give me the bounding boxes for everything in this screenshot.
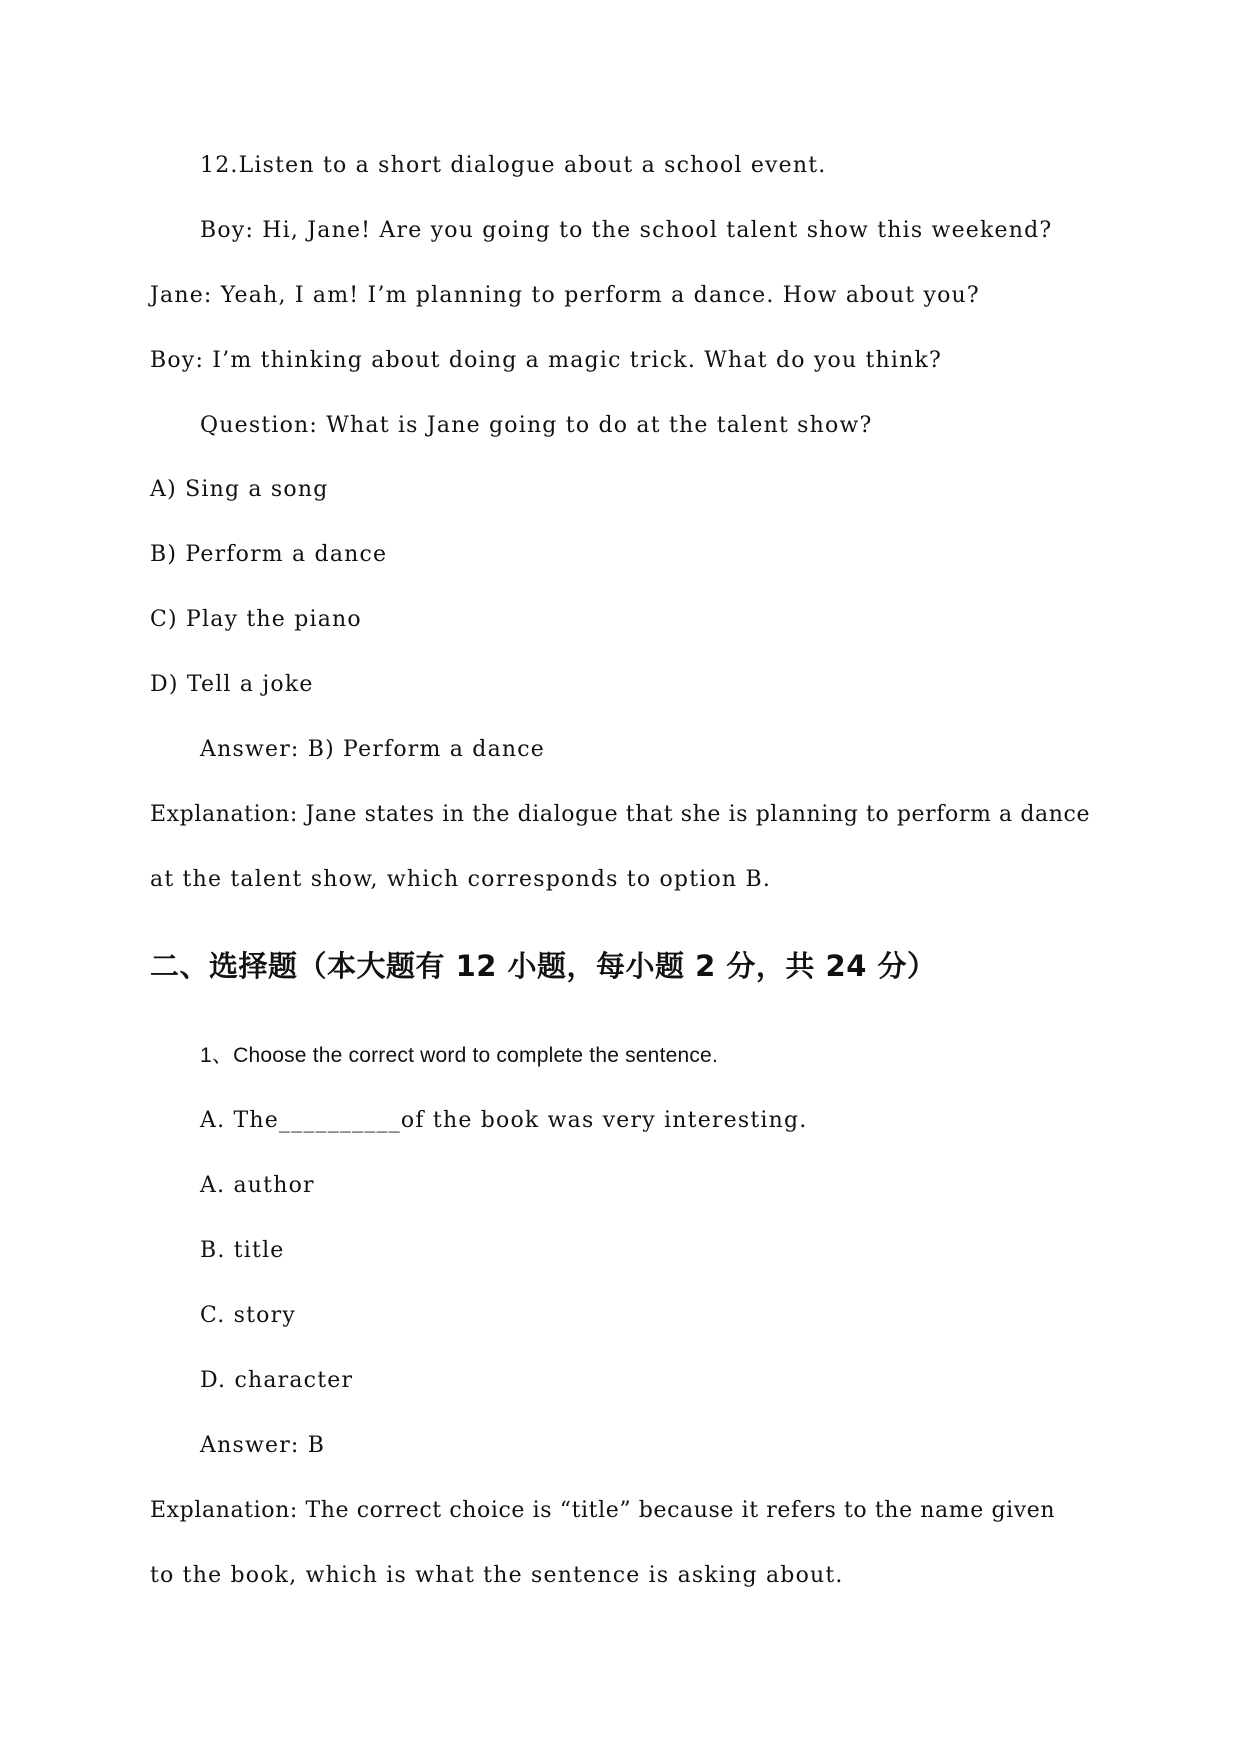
- option-a: A) Sing a song: [150, 477, 329, 502]
- option-c: C) Play the piano: [150, 607, 362, 632]
- dialogue-line-1: Boy: Hi, Jane! Are you going to the school talent show this weekend?: [200, 218, 1053, 243]
- question-1-prompt: 1、Choose the correct word to complete the sentence.: [200, 1044, 718, 1067]
- question-12-question: Question: What is Jane going to do at the talent show?: [200, 413, 873, 438]
- question-1-sentence: A. The__________of the book was very interesting.: [200, 1108, 808, 1133]
- dialogue-line-2: Jane: Yeah, I am! I’m planning to perform a dance. How about you?: [150, 283, 980, 308]
- section-2-heading: 二、选择题（本大题有 12 小题，每小题 2 分，共 24 分）: [150, 949, 937, 983]
- question-1-answer: Answer: B: [200, 1433, 326, 1458]
- option-d: D) Tell a joke: [150, 672, 314, 697]
- question-1-option-b: B. title: [200, 1238, 285, 1263]
- question-12-answer: Answer: B) Perform a dance: [200, 737, 545, 762]
- question-1-explanation-line-2: to the book, which is what the sentence is asking about.: [150, 1563, 844, 1588]
- question-12-explanation-line-2: at the talent show, which corresponds to option B.: [150, 867, 772, 892]
- question-12-explanation-line-1: Explanation: Jane states in the dialogue that she is planning to perform a dance: [150, 802, 1091, 827]
- dialogue-line-3: Boy: I’m thinking about doing a magic trick. What do you think?: [150, 348, 943, 373]
- question-12-intro: 12.Listen to a short dialogue about a school event.: [200, 153, 827, 178]
- question-1-option-d: D. character: [200, 1368, 354, 1393]
- option-b: B) Perform a dance: [150, 542, 388, 567]
- question-1-option-a: A. author: [200, 1173, 315, 1198]
- question-1-explanation-line-1: Explanation: The correct choice is “title” because it refers to the name given: [150, 1498, 1056, 1523]
- question-1-option-c: C. story: [200, 1303, 296, 1328]
